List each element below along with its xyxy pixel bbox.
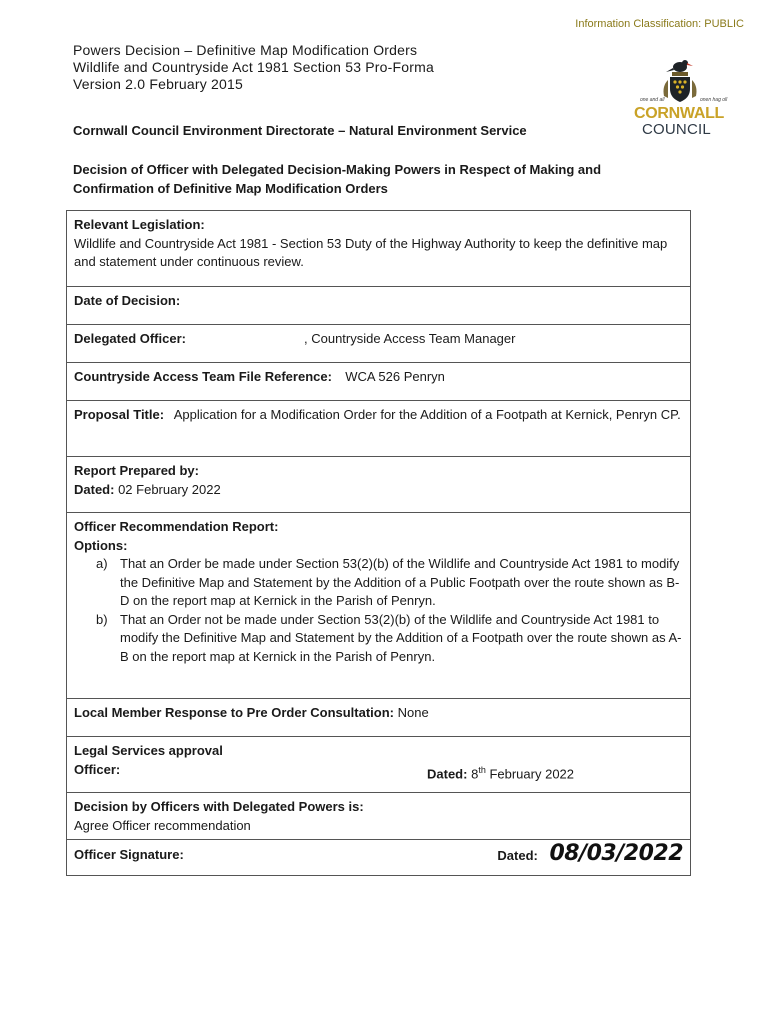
legislation-text: Wildlife and Countryside Act 1981 - Section 53 Duty of the Highway Authority to keep the definitive map and statement under continuous review. — [74, 235, 668, 269]
local-member-row — [67, 699, 691, 737]
signature-dated-label: Dated: — [497, 848, 538, 863]
delegated-officer-label: Delegated Officer: — [74, 331, 186, 346]
report-prepared-label: Report Prepared by: — [74, 463, 199, 478]
file-reference-label: Countryside Access Team File Reference: — [74, 369, 332, 384]
decision-row — [67, 793, 691, 840]
delegated-officer-row — [67, 325, 691, 363]
legal-services-row — [67, 737, 691, 793]
option-marker: b) — [96, 611, 108, 627]
decision-value: Agree Officer recommendation — [74, 817, 251, 833]
signature-row — [67, 840, 691, 876]
logo-name-line-2: COUNCIL — [642, 121, 711, 138]
header-line-1: Powers Decision – Definitive Map Modification Orders — [73, 42, 418, 58]
report-prepared-row — [67, 457, 691, 513]
header-line-2: Wildlife and Countryside Act 1981 Section 53 Pro-Forma — [73, 59, 434, 75]
file-reference-value: WCA 526 Penryn — [345, 369, 445, 384]
legal-dated-suffix: th — [478, 764, 486, 775]
proposal-row — [67, 401, 691, 457]
proposal-label: Proposal Title: — [74, 407, 165, 422]
recommendation-row — [67, 513, 691, 699]
legal-officer-label: Officer: — [74, 761, 121, 777]
signature-label: Officer Signature: — [74, 847, 184, 862]
logo-name-line-1: CORNWALL — [634, 105, 725, 122]
option-marker: a) — [96, 556, 108, 571]
legal-dated-rest: February 2022 — [489, 765, 575, 781]
proposal-value: Application for a Modification Order for the Addition of a Footpath at Kernick, Penryn CP. — [173, 407, 681, 422]
document-header — [73, 42, 434, 93]
date-of-decision-row — [67, 287, 691, 325]
report-dated-label: Dated: — [74, 481, 115, 497]
decision-title: Decision of Officer with Delegated Decision-Making Powers in Respect of Making and Confirmation of Definitive Map Modification Orders — [73, 162, 602, 196]
option-item — [74, 555, 683, 611]
decision-form — [66, 210, 691, 876]
directorate-heading: Cornwall Council Environment Directorate – Natural Environment Service — [73, 123, 527, 138]
delegated-officer-value: , Countryside Access Team Manager — [304, 331, 516, 346]
options-label: Options: — [74, 537, 128, 553]
legislation-row — [67, 211, 691, 287]
legal-services-label: Legal Services approval — [74, 743, 223, 758]
option-item — [74, 611, 683, 667]
file-reference-row — [67, 363, 691, 401]
logo-motto-left: one and all — [640, 97, 665, 103]
recommendation-label: Officer Recommendation Report: — [74, 519, 279, 534]
legal-dated-label: Dated: — [427, 765, 468, 781]
decision-label: Decision by Officers with Delegated Powers is: — [74, 799, 364, 814]
legal-dated-day: 8 — [471, 765, 479, 781]
local-member-value: None — [397, 705, 429, 720]
header-line-3: Version 2.0 February 2015 — [73, 76, 243, 92]
legislation-label: Relevant Legislation: — [74, 217, 205, 232]
logo-motto-right: onen hag oll — [700, 97, 728, 103]
date-of-decision-label: Date of Decision: — [74, 293, 181, 308]
signature-date: 08/03/2022 — [549, 841, 683, 866]
cornwall-council-logo — [630, 56, 730, 140]
report-dated-value: 02 February 2022 — [118, 481, 221, 497]
local-member-label: Local Member Response to Pre Order Consultation: — [74, 705, 394, 720]
classification-label: Information Classification: PUBLIC — [575, 18, 744, 30]
option-text: That an Order not be made under Section 53(2)(b) of the Wildlife and Countryside Act 1981 to modify the Definitive Map and Statement by the Addition of a Footpath over the route shown as A-B on the report map at Kernick in the Parish of Penryn. — [120, 611, 682, 664]
option-text: That an Order be made under Section 53(2)(b) of the Wildlife and Countryside Act 1981 to modify the Definitive Map and Statement by the Addition of a Public Footpath over the route shown as B-D on the report map at Kernick in the Parish of Penryn. — [120, 556, 680, 608]
